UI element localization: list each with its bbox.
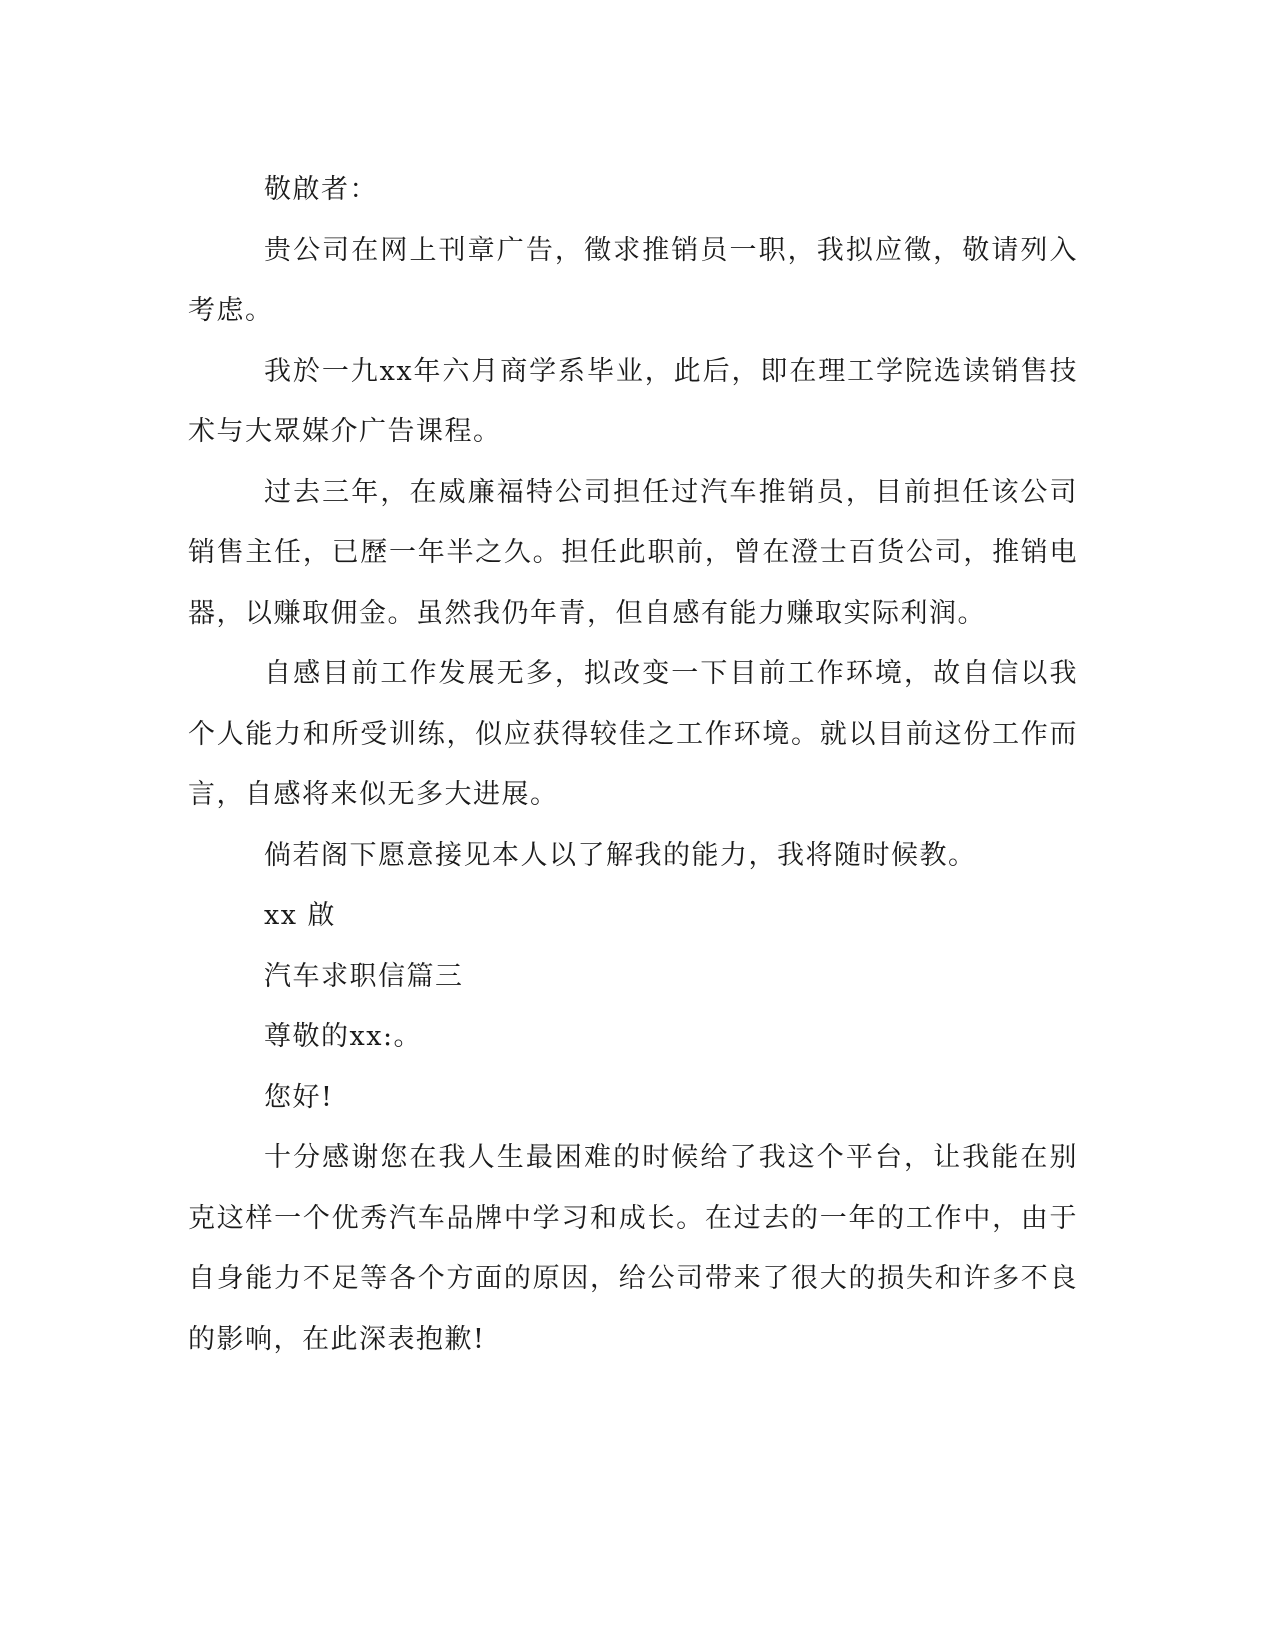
greeting: 您好!: [264, 1081, 334, 1113]
signature: xx 啟: [264, 900, 337, 931]
salutation: 敬啟者：: [264, 174, 378, 205]
paragraph-motivation: 自感目前工作发展无多，拟改变一下目前工作环境，故自信以我个人能力和所受训练，似应获得较佳之工作环境。就以目前这份工作而言，自感将来似无多大进展。: [188, 658, 1078, 810]
salutation-2: 尊敬的xx:。: [264, 1021, 423, 1052]
paragraph-experience: 过去三年，在威廉福特公司担任过汽车推销员，目前担任该公司销售主任，已歷一年半之久。担任此职前，曾在澄士百货公司，推销电器，以赚取佣金。虽然我仍年青，但自感有能力赚取实际利润。: [188, 476, 1078, 629]
section-title: 汽车求职信篇三: [264, 960, 464, 992]
paragraph-application: 贵公司在网上刊章广告，徵求推销员一职，我拟应徵，敬请列入考虑。: [188, 234, 1078, 326]
paragraph-closing: 倘若阁下愿意接见本人以了解我的能力，我将随时候教。: [264, 839, 977, 871]
letter-body: [188, 160, 1078, 1370]
paragraph-education: 我於一九xx年六月商学系毕业，此后，即在理工学院选读销售技术与大眾媒介广告课程。: [188, 355, 1078, 447]
paragraph-gratitude: 十分感谢您在我人生最困难的时候给了我这个平台，让我能在别克这样一个优秀汽车品牌中学习和成长。在过去的一年的工作中，由于自身能力不足等各个方面的原因，给公司带来了很大的损失和许多不良的影响，在此深表抱歉!: [188, 1142, 1078, 1355]
